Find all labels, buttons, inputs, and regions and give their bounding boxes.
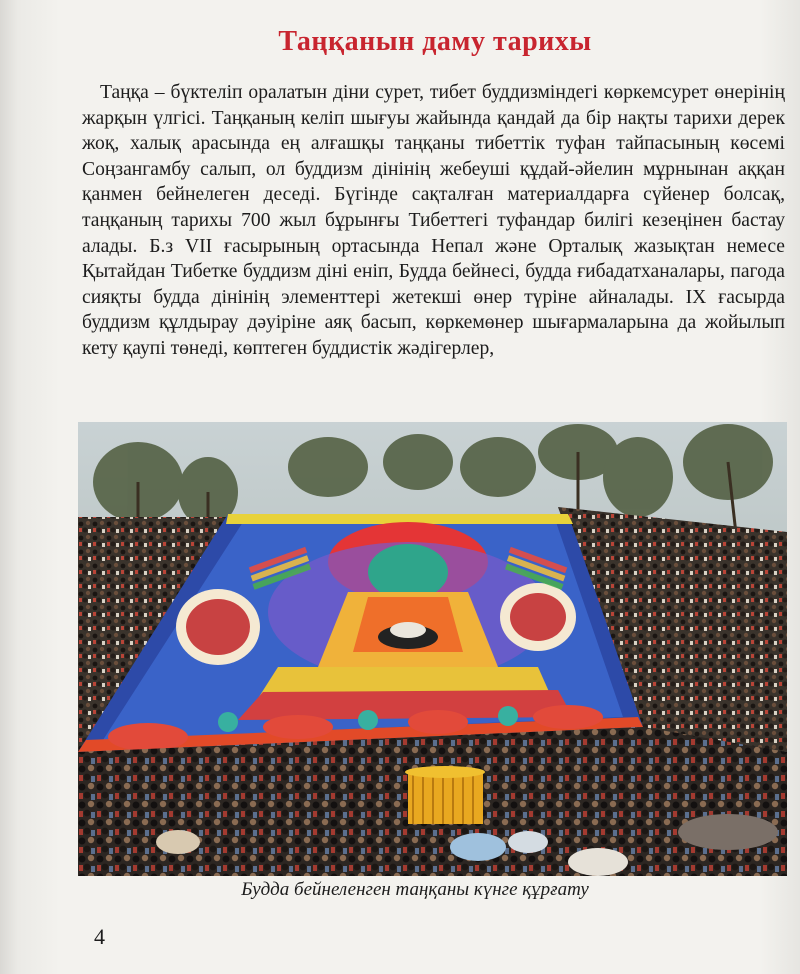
thangka-illustration	[78, 422, 787, 876]
page-number: 4	[94, 924, 105, 949]
body-paragraph: Таңқа – бүктеліп оралатын діни сурет, тибет буддизміндегі көркемсурет өнерінің жарқын үлгісі. Таңқаның келіп шығуы жайында қандай да бір нақты тарихи дерек жоқ, халық арасында ең алғашқы таңқаны тибеттік туфан тайпасының көсемі Соңзангамбу салып, ол буддизм дінінің жебеуші құдай-әйелин мұрнынан аққан қанмен бейнелеген деседі. Бүгінде сақталған материалдарға сүйенер болсақ, таңқаның тарихы 700 жыл бұрынғы Тибеттегі туфандар билігі кезеңінен бастау алады. Б.з VII ғасырының ортасында Непал және Орталық жазықтан немесе Қытайдан Тибетке буддизм діні еніп, Будда бейнесі, будда ғибадатханалары, пагода сияқты будда дінінің элементтері жетекші өнер түріне айналады. IX ғасырда буддизм құлдырау дәуіріне аяқ басып, көркемөнер шығармаларына да жойылып кету қаупі төнеді, көптеген буддистік жәдігерлер,	[82, 82, 785, 359]
photo-caption: Будда бейнеленген таңқаны күнге құрғату	[241, 879, 589, 900]
page-title: Таңқанын даму тарихы	[278, 26, 592, 57]
thangka-photo	[78, 422, 787, 876]
